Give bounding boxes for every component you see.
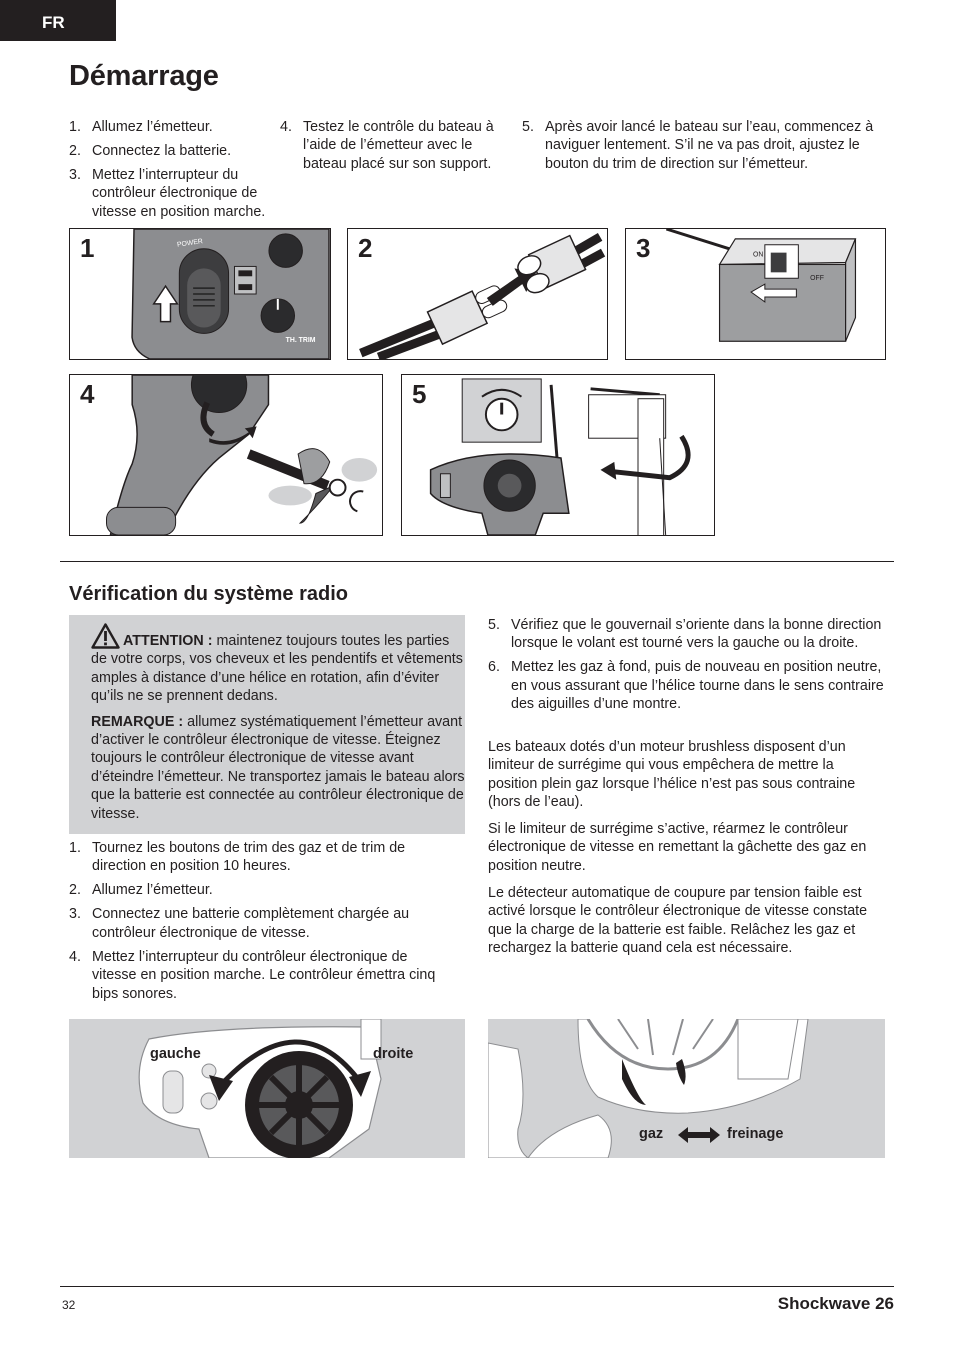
figure-number: 3: [636, 233, 651, 263]
list-item: 6. Mettez les gaz à fond, puis de nouveau en position neutre, en vous assurant que l’hélice tourne dans le sens contraire des aiguilles d’une montre.: [488, 659, 884, 713]
figure-number: 4: [80, 379, 95, 409]
power-label: POWER: [176, 238, 204, 249]
transmitter-power-illustration: [70, 229, 330, 359]
footer-divider: [60, 1286, 894, 1287]
figure-number: 1: [80, 233, 95, 263]
page-title: Démarrage: [69, 60, 219, 92]
list-item: 1. Allumez l’émetteur.: [69, 119, 213, 135]
trim-label: TH. TRIM: [285, 337, 316, 345]
figure-4-boat-test: [69, 374, 383, 536]
model-name: Shockwave 26: [777, 1294, 894, 1313]
connector-illustration: [348, 229, 607, 359]
warning-paragraph: ATTENTION : maintenez toujours toutes les parties de votre corps, vos cheveux et les pendentifs et vêtements amples à distance d’une hélice en rotation, afin d’éviter qu’ils ne se prennent dedans.: [91, 623, 465, 706]
language-tab: FR: [0, 0, 116, 41]
figure-number: 5: [412, 379, 427, 409]
brake-label: freinage: [727, 1126, 784, 1142]
gas-label: gaz: [639, 1126, 664, 1142]
start-steps-col-2: [280, 118, 510, 179]
list-item: 4. Testez le contrôle du bateau à l’aide de l’émetteur avec le bateau placé sur son support.: [280, 119, 494, 172]
left-label: gauche: [150, 1046, 201, 1062]
list-item: 2. Allumez l’émetteur.: [69, 882, 213, 899]
steering-trim-illustration: [402, 375, 714, 535]
list-item: 3. Connectez une batterie complètement chargée au contrôleur électronique de vitesse.: [69, 906, 410, 941]
on-label: ON: [753, 251, 764, 259]
figure-5-steering-trim: [401, 374, 715, 536]
transmitter-propeller-illustration: [70, 375, 382, 535]
start-steps-col-3: [522, 118, 892, 179]
section-divider: [60, 561, 894, 562]
warning-label: ATTENTION :: [123, 633, 213, 649]
figure-3-esc-switch: [625, 228, 886, 360]
list-item: 3. Mettez l’interrupteur du contrôleur électronique de vitesse en position marche.: [69, 167, 266, 220]
switch-illustration: [626, 229, 885, 359]
overspeed-paragraph: Les bateaux dotés d’un moteur brushless disposent d’un limiteur de surrégime qui vous empêchera de mettre la position plein gaz lorsque l’hélice n’est pas sous contraine (hors de l’eau).: [488, 739, 856, 811]
radio-steps-left: [69, 839, 449, 1009]
limiter-reset-paragraph: Si le limiteur de surrégime s’active, réarmez le contrôleur électronique de vitesse en remettant la gâchette des gaz en position neutre.: [488, 821, 867, 874]
radio-steps-right: [488, 616, 888, 719]
list-item: 5. Vérifiez que le gouvernail s’oriente dans la bonne direction lorsque le volant est tourné vers la gauche ou la droite.: [488, 617, 882, 652]
right-label: droite: [373, 1046, 414, 1062]
note-paragraph: REMARQUE : allumez systématiquement l’émetteur avant d’activer le contrôleur électronique de vitesse. Éteignez toujours le contrôleur électronique de vitesse avant d’éteindre l’émetteur. Ne transportez jamais le bateau alors que la batterie est connectée au contrôleur électronique de vitesse.: [91, 713, 465, 822]
list-item: 5. Après avoir lancé le bateau sur l’eau, commencez à naviguer lentement. S’il ne va pas droit, ajustez le bouton du trim de direction sur l’émetteur.: [522, 119, 874, 172]
low-voltage-paragraph: Le détecteur automatique de coupure par tension faible est activé lorsque le contrôleur électronique de vitesse constate que la charge de la batterie est faible. Relâchez les gaz et rechargez la batterie quand cela est nécessaire.: [488, 885, 868, 957]
list-item: 1. Tournez les boutons de trim des gaz et de trim de direction en position 10 heures.: [69, 840, 406, 875]
note-label: REMARQUE :: [91, 713, 184, 730]
steering-wheel-illustration: [69, 1019, 465, 1158]
throttle-trigger-illustration: [488, 1019, 885, 1158]
warning-callout: [69, 615, 465, 834]
list-item: 2. Connectez la batterie.: [69, 143, 232, 159]
start-steps-col-1: [69, 118, 284, 227]
figure-2-battery-connect: [347, 228, 608, 360]
section-title: Vérification du système radio: [69, 583, 348, 605]
steering-wheel-photo: [69, 1019, 465, 1158]
page-number: 32: [62, 1298, 76, 1312]
throttle-trigger-photo: [488, 1019, 885, 1158]
figure-number: 2: [358, 233, 373, 263]
list-item: 4. Mettez l’interrupteur du contrôleur électronique de vitesse en position marche. Le contrôleur émettra cinq bips sonores.: [69, 948, 436, 1002]
warning-triangle-icon: [91, 623, 120, 649]
figure-1-power-switch: [69, 228, 331, 360]
off-label: OFF: [810, 275, 824, 283]
